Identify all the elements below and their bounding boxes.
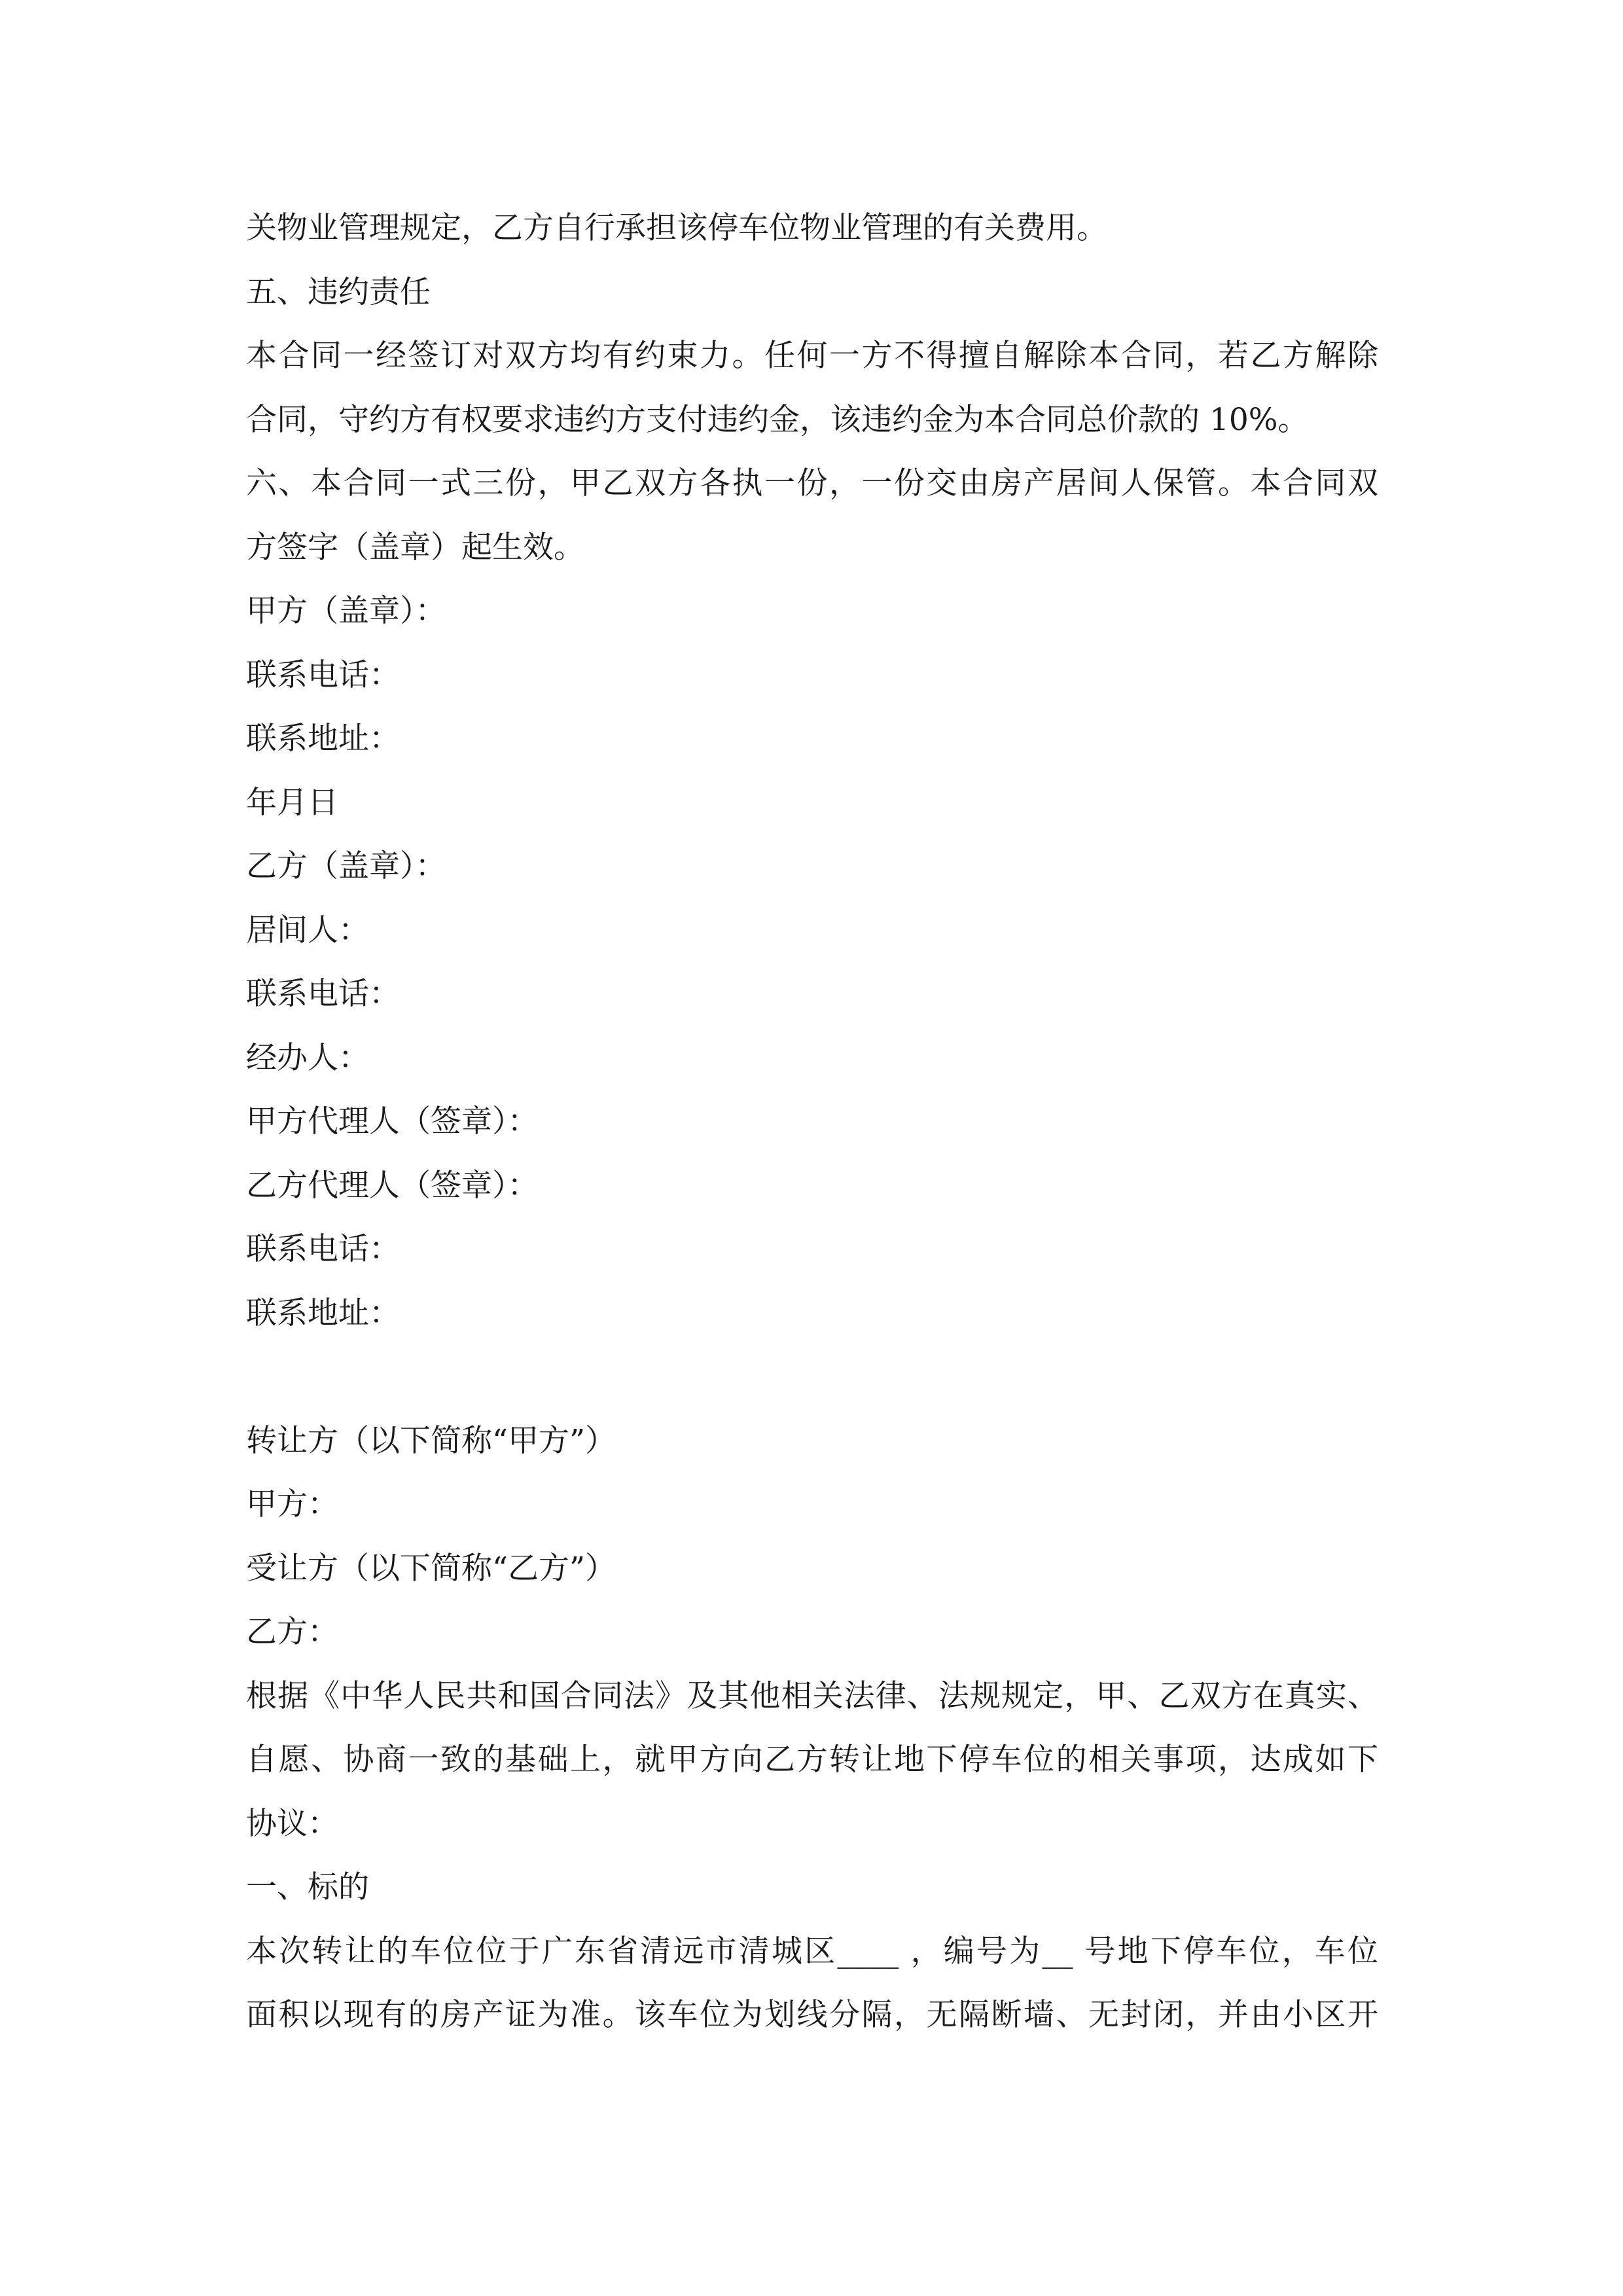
- signature-field-label: 居间人：: [246, 912, 369, 948]
- signature-field-label: 联系电话：: [246, 1231, 400, 1267]
- signature-field-label: 联系地址：: [246, 721, 400, 757]
- date-field-label: 年月日: [246, 784, 338, 821]
- text-line: 关物业管理规定，乙方自行承担该停车位物业管理的有关费用。: [246, 210, 1107, 246]
- text-line: 方签字（盖章）起生效。: [246, 529, 584, 565]
- signature-field-label: 甲方（盖章）：: [246, 593, 446, 629]
- text-line: 本次转让的车位位于广东省清远市清城区____ ，编号为__ 号地下停车位，车位: [246, 1933, 1378, 1969]
- text-line: 合同，守约方有权要求违约方支付违约金，该违约金为本合同总价款的 10%。: [246, 401, 1309, 438]
- text-line: 面积以现有的房产证为准。该车位为划线分隔，无隔断墙、无封闭，并由小区开: [246, 1997, 1378, 2033]
- signature-field-label: 经办人：: [246, 1039, 369, 1076]
- text-line: 根据《中华人民共和国合同法》及其他相关法律、法规规定，甲、乙双方在真实、: [246, 1677, 1378, 1714]
- party-label: 乙方：: [246, 1614, 338, 1650]
- section-heading: 五、违约责任: [246, 274, 431, 310]
- signature-field-label: 乙方代理人（签章）：: [246, 1167, 539, 1204]
- contract-text: [246, 196, 1378, 2047]
- signature-field-label: 甲方代理人（签章）：: [246, 1103, 539, 1139]
- text-line: 六、本合同一式三份，甲乙双方各执一份，一份交由房产居间人保管。本合同双: [246, 465, 1378, 501]
- text-line: 协议：: [246, 1805, 338, 1842]
- section-heading: 一、标的: [246, 1869, 369, 1905]
- blank-gap: [246, 1345, 1378, 1409]
- signature-field-label: 联系电话：: [246, 656, 400, 693]
- party-label: 受让方（以下简称“乙方”）: [246, 1550, 616, 1587]
- text-line: 本合同一经签订对双方均有约束力。任何一方不得擅自解除本合同，若乙方解除: [246, 338, 1378, 374]
- signature-field-label: 联系地址：: [246, 1295, 400, 1331]
- signature-field-label: 联系电话：: [246, 976, 400, 1012]
- text-line: 自愿、协商一致的基础上，就甲方向乙方转让地下停车位的相关事项，达成如下: [246, 1742, 1378, 1778]
- signature-field-label: 乙方（盖章）：: [246, 848, 446, 884]
- party-label: 甲方：: [246, 1486, 338, 1522]
- party-label: 转让方（以下简称“甲方”）: [246, 1422, 616, 1459]
